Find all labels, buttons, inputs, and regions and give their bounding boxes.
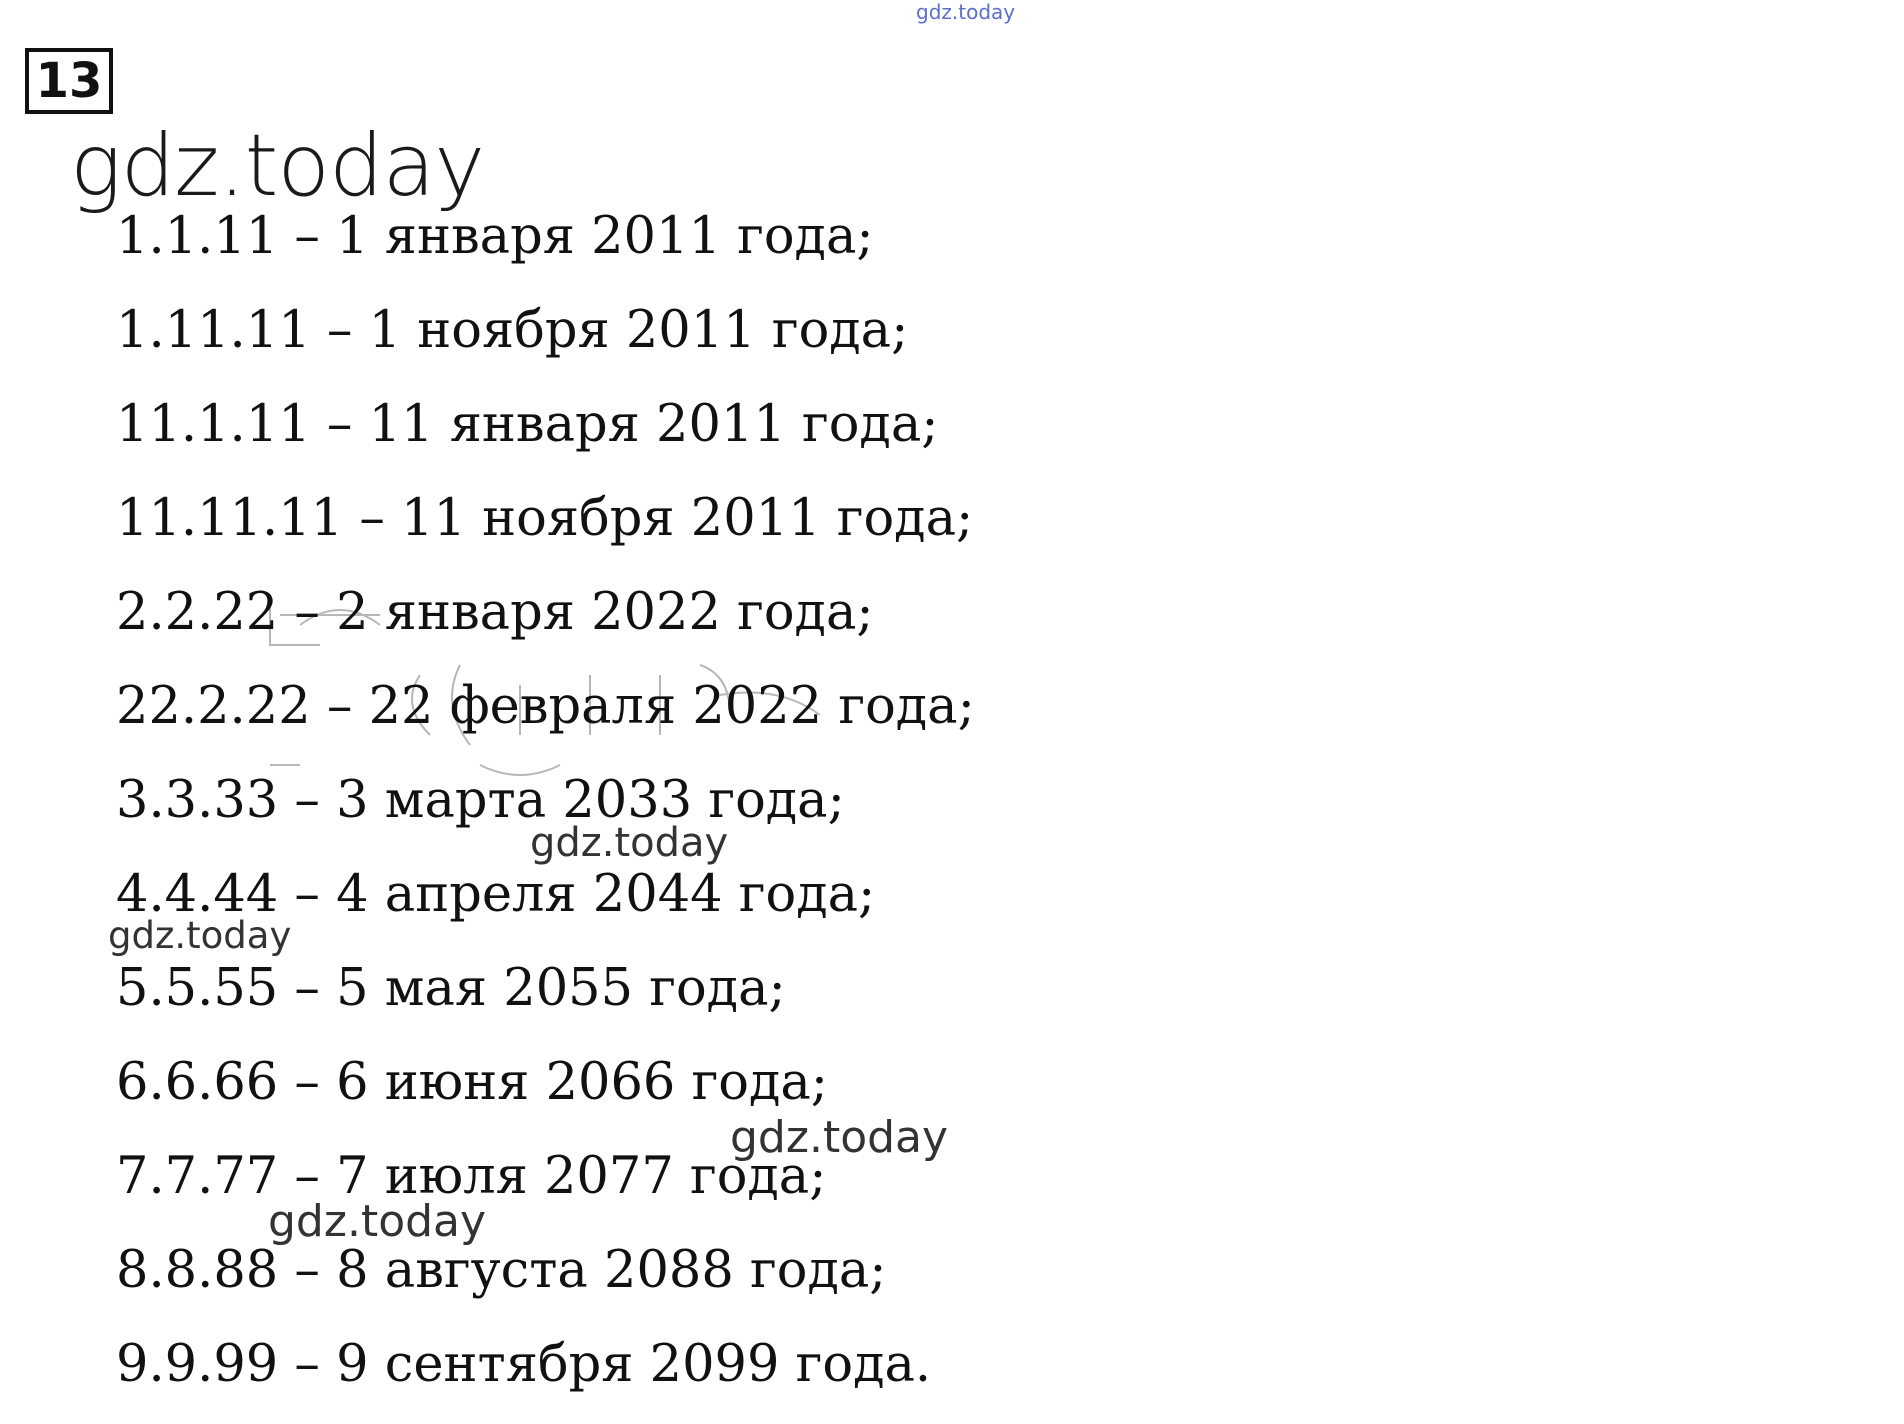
answer-list [116,202,975,1424]
answer-line: 22.2.22 – 22 февраля 2022 года; [116,677,975,736]
answer-line: 6.6.66 – 6 июня 2066 года; [116,1053,828,1112]
answer-line: 8.8.88 – 8 августа 2088 года; [116,1241,887,1300]
watermark-small: gdz.today [268,1196,487,1247]
answer-line: 7.7.77 – 7 июля 2077 года; [116,1147,827,1206]
watermark-large: gdz.today [70,116,485,216]
answer-line: 1.11.11 – 1 ноября 2011 года; [116,301,909,360]
answer-line: 1.1.11 – 1 января 2011 года; [116,207,874,266]
watermark-small: gdz.today [108,914,292,957]
problem-number-box [25,48,113,114]
watermark-small: gdz.today [730,1112,949,1163]
watermark-small: gdz.today [530,820,729,866]
problem-number: 13 [35,53,103,109]
answer-line: 11.1.11 – 11 января 2011 года; [116,395,939,454]
answer-line: 11.11.11 – 11 ноября 2011 года; [116,489,974,548]
answer-line: 3.3.33 – 3 марта 2033 года; [116,771,845,830]
answer-line: 5.5.55 – 5 мая 2055 года; [116,959,786,1018]
watermark-top: gdz.today [916,0,1016,24]
answer-line: 4.4.44 – 4 апреля 2044 года; [116,865,876,924]
answer-line: 2.2.22 – 2 января 2022 года; [116,583,874,642]
answer-line: 9.9.99 – 9 сентября 2099 года. [116,1335,932,1394]
